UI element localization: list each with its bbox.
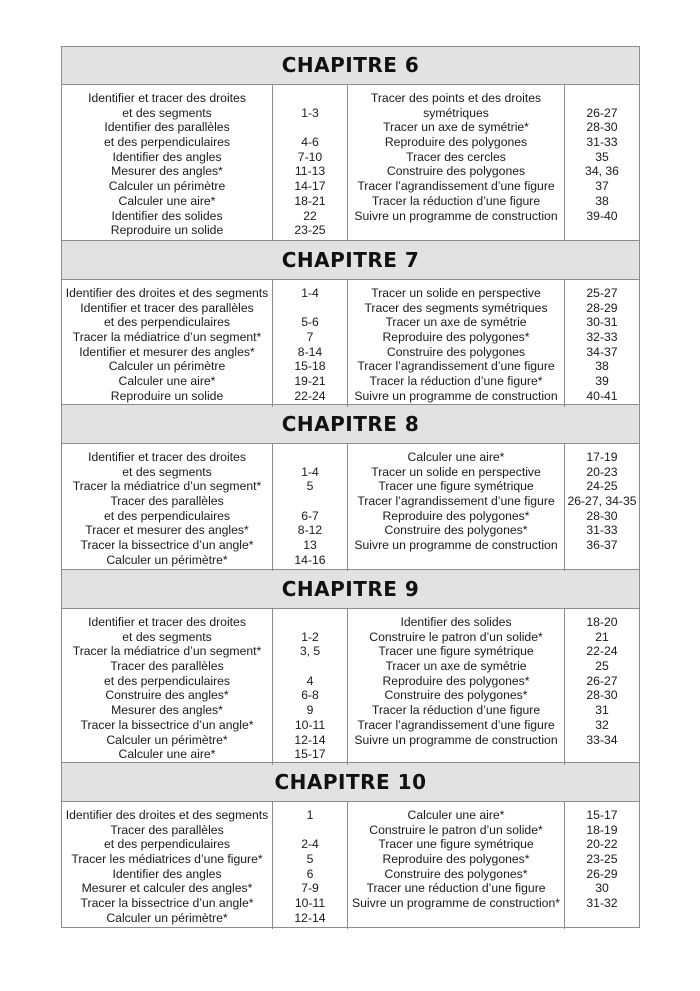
skill-item: Identifier des parallèles (104, 120, 230, 135)
skill-item: et des segments (122, 105, 212, 120)
page-range: 20-22 (586, 837, 618, 852)
page-range: 28-29 (586, 300, 618, 315)
skill-item: Identifier et tracer des droites (88, 615, 246, 629)
skill-item: Reproduire un solide (110, 388, 224, 403)
skill-item: Tracer un solide en perspective (371, 286, 541, 300)
skill-item: Tracer la réduction d’une figure (371, 703, 541, 718)
skill-item: Suivre un programme de construction (354, 388, 558, 403)
page-range: 28-30 (586, 508, 618, 523)
chapter-title: CHAPITRE 7 (62, 240, 639, 280)
skill-item: Construire des polygones* (384, 688, 528, 703)
page-range: 33-34 (586, 732, 618, 747)
skill-item: Tracer l’agrandissement d’une figure (357, 179, 555, 194)
page-range (273, 301, 347, 316)
page-range: 5-6 (301, 315, 319, 330)
page-range: 4 (306, 673, 314, 688)
page-range: 40-41 (586, 388, 618, 403)
skill-item: Reproduire des polygones* (382, 330, 530, 345)
page-range: 2-4 (301, 837, 319, 852)
page-range: 18-21 (294, 193, 326, 208)
page-range: 36-37 (586, 538, 618, 553)
right-skills-column (347, 444, 564, 571)
page-range: 5 (306, 479, 314, 494)
skill-item: Tracer l’agrandissement d’une figure (357, 494, 555, 509)
page-range: 1 (306, 808, 314, 822)
page-range (565, 91, 639, 106)
skill-item: Mesurer et calculer des angles* (81, 881, 253, 896)
skill-item: Identifier et tracer des droites (88, 91, 246, 105)
skill-item: Identifier des angles (112, 866, 222, 881)
skill-item: Tracer des points et des droites (370, 91, 542, 105)
skill-item: Tracer la médiatrice d’un segment* (72, 644, 262, 659)
skill-item: Reproduire des polygones* (382, 852, 530, 867)
page-range: 30 (595, 881, 609, 896)
page-range: 9 (306, 703, 314, 718)
skill-item: Tracer une figure symétrique (378, 479, 534, 494)
skill-item: Tracer les médiatrices d’une figure* (71, 852, 263, 867)
page-range: 26-27 (586, 105, 618, 120)
right-pages-column (564, 609, 639, 765)
page-range: 22-24 (294, 388, 326, 403)
skill-item: Calculer une aire* (118, 747, 216, 762)
page-range: 11-13 (294, 164, 326, 179)
skill-item: et des perpendiculaires (103, 315, 231, 330)
page-range: 31-33 (586, 523, 618, 538)
page-range: 28-30 (586, 688, 618, 703)
page-range: 3, 5 (299, 644, 321, 659)
skill-item: Tracer la bissectrice d’un angle* (80, 896, 254, 911)
page-range: 23-25 (586, 852, 618, 867)
page-range: 7 (306, 330, 314, 345)
page-range: 10-11 (294, 717, 326, 732)
skill-item: Identifier des angles (112, 149, 222, 164)
skill-item: Tracer une figure symétrique (378, 837, 534, 852)
left-skills-column (62, 280, 272, 407)
skill-item: Tracer des segments symétriques (364, 300, 548, 315)
skill-item: Suivre un programme de construction (354, 732, 558, 747)
skill-item: Tracer l’agrandissement d’une figure (357, 359, 555, 374)
page-range: 15-17 (294, 747, 326, 762)
skill-item: Suivre un programme de construction* (352, 896, 560, 911)
skill-item: Tracer des parallèles (110, 822, 224, 837)
skill-item: Reproduire des polygones (384, 135, 528, 150)
right-pages-column (564, 280, 639, 407)
skill-item: Tracer des cercles (406, 149, 506, 164)
page-range: 20-23 (586, 464, 618, 479)
left-skills-column (62, 444, 272, 571)
skill-item: Tracer la médiatrice d’un segment* (72, 330, 262, 345)
skill-item: Tracer la bissectrice d’un angle* (80, 538, 254, 553)
left-skills-column (62, 802, 272, 929)
right-skills-column (347, 609, 564, 765)
page-range: 26-29 (586, 866, 618, 881)
page-range: 8-12 (297, 523, 323, 538)
page-range (273, 615, 347, 630)
right-skills-column (347, 85, 564, 241)
skill-item: Construire des polygones (386, 164, 526, 179)
right-pages-column (564, 444, 639, 571)
chapter-title: CHAPITRE 9 (62, 569, 639, 609)
page-range: 13 (303, 538, 317, 553)
skill-item: et des perpendiculaires (103, 508, 231, 523)
page-range: 39 (595, 374, 609, 389)
skill-item: Identifier des solides (111, 208, 223, 223)
right-skills-column (347, 280, 564, 407)
skill-item: Identifier des solides (400, 615, 512, 629)
left-pages-column (272, 444, 347, 571)
skill-item: Calculer un périmètre (108, 179, 226, 194)
page-range: 6-8 (301, 688, 319, 703)
skill-item: Identifier et tracer des droites (88, 450, 246, 464)
chapter-6 (62, 46, 639, 240)
page-range: 30-31 (586, 315, 618, 330)
page-range: 38 (595, 359, 609, 374)
page-range: 26-27 (586, 673, 618, 688)
left-pages-column (272, 609, 347, 765)
chapter-8 (62, 404, 639, 569)
skill-item: et des segments (122, 629, 212, 644)
page-range: 37 (595, 179, 609, 194)
skill-item: Mesurer des angles* (111, 703, 223, 718)
page-range: 38 (595, 193, 609, 208)
skill-item: Tracer un axe de symétrie (385, 315, 527, 330)
page-range: 32 (595, 717, 609, 732)
skill-item: Suivre un programme de construction (354, 208, 558, 223)
skill-item: Calculer une aire* (407, 808, 505, 822)
chapter-title: CHAPITRE 10 (62, 762, 639, 802)
page-range: 6 (306, 866, 314, 881)
page-range: 31 (595, 703, 609, 718)
page-range: 28-30 (586, 120, 618, 135)
page-range: 39-40 (586, 208, 618, 223)
page-range: 5 (306, 852, 314, 867)
page-range: 34-37 (586, 344, 618, 359)
left-pages-column (272, 85, 347, 241)
skill-item: Tracer l’agrandissement d’une figure (357, 717, 555, 732)
right-pages-column (564, 802, 639, 929)
skill-item: Construire des polygones* (384, 866, 528, 881)
chapter-10 (62, 762, 639, 927)
chapter-9 (62, 569, 639, 762)
skill-item: Tracer une réduction d’une figure (366, 881, 546, 896)
skill-item: Tracer la réduction d’une figure (371, 193, 541, 208)
page-range (273, 659, 347, 674)
page-range: 23-25 (294, 223, 326, 238)
skill-item: Identifier et mesurer des angles* (79, 344, 255, 359)
left-skills-column (62, 609, 272, 765)
page-range: 26-27, 34-35 (567, 494, 637, 509)
skill-item: Tracer une figure symétrique (378, 644, 534, 659)
skill-item: Tracer un axe de symétrie* (383, 120, 529, 135)
page-range: 15-17 (586, 808, 618, 822)
page-range: 8-14 (297, 344, 323, 359)
skill-item: Suivre un programme de construction (354, 538, 558, 553)
page-range: 14-16 (294, 552, 326, 567)
skill-item: Tracer la réduction d’une figure* (369, 374, 543, 389)
skill-item: Tracer la bissectrice d’un angle* (80, 717, 254, 732)
chapters-table (61, 46, 640, 928)
page-range (273, 823, 347, 838)
page-range: 17-19 (586, 450, 618, 464)
page-range: 15-18 (294, 359, 326, 374)
page-range: 12-14 (294, 732, 326, 747)
skill-item: Tracer des parallèles (110, 659, 224, 674)
page-range: 25 (595, 659, 609, 674)
skill-item: Identifier et tracer des parallèles (80, 300, 254, 315)
page-range: 18-19 (586, 822, 618, 837)
page-range: 1-4 (301, 286, 319, 300)
page-range: 34, 36 (585, 164, 619, 179)
page-range: 1-3 (301, 105, 319, 120)
left-pages-column (272, 280, 347, 407)
skill-item: Tracer la médiatrice d’un segment* (72, 479, 262, 494)
skill-item: Reproduire des polygones* (382, 673, 530, 688)
page-range: 4-6 (301, 135, 319, 150)
right-pages-column (564, 85, 639, 241)
skill-item: Identifier des droites et des segments (65, 808, 269, 822)
page-range: 35 (595, 149, 609, 164)
skill-item: Calculer un périmètre* (106, 910, 228, 925)
skill-item: Identifier des droites et des segments (65, 286, 269, 300)
skill-item: et des perpendiculaires (103, 673, 231, 688)
skill-item: Construire des angles* (105, 688, 229, 703)
page-range: 32-33 (586, 330, 618, 345)
page-range: 10-11 (294, 896, 326, 911)
skill-item: symétriques (423, 105, 489, 120)
page-range: 21 (595, 629, 609, 644)
left-skills-column (62, 85, 272, 241)
skill-item: Tracer et mesurer des angles* (85, 523, 249, 538)
skill-item: Calculer une aire* (118, 193, 216, 208)
page-range (273, 494, 347, 509)
page-range: 24-25 (586, 479, 618, 494)
skill-item: Reproduire un solide (110, 223, 224, 238)
page-range: 7-9 (301, 881, 319, 896)
page-range: 1-2 (301, 629, 319, 644)
page-range (273, 450, 347, 465)
page-range: 1-4 (301, 464, 319, 479)
chapter-7 (62, 240, 639, 404)
skill-item: et des perpendiculaires (103, 135, 231, 150)
skill-item: Construire des polygones (386, 344, 526, 359)
page-range: 12-14 (294, 910, 326, 925)
skill-item: Tracer un axe de symétrie (385, 659, 527, 674)
chapter-title: CHAPITRE 6 (62, 46, 639, 85)
page-range (273, 91, 347, 106)
page-range: 14-17 (294, 179, 326, 194)
skill-item: Construire le patron d’un solide* (369, 629, 543, 644)
page-range (273, 120, 347, 135)
skill-item: et des segments (122, 464, 212, 479)
skill-item: Mesurer des angles* (111, 164, 223, 179)
page-range: 6-7 (301, 508, 319, 523)
skill-item: Calculer une aire* (118, 374, 216, 389)
skill-item: Construire le patron d’un solide* (369, 822, 543, 837)
skill-item: et des perpendiculaires (103, 837, 231, 852)
page-range: 19-21 (294, 374, 326, 389)
skill-item: Construire des polygones* (384, 523, 528, 538)
skill-item: Calculer une aire* (407, 450, 505, 464)
skill-item: Reproduire des polygones* (382, 508, 530, 523)
skill-item: Calculer un périmètre* (106, 732, 228, 747)
skill-item: Calculer un périmètre* (106, 552, 228, 567)
skill-item: Tracer un solide en perspective (371, 464, 541, 479)
left-pages-column (272, 802, 347, 929)
page-range: 18-20 (586, 615, 618, 629)
right-skills-column (347, 802, 564, 929)
page-range: 22-24 (586, 644, 618, 659)
page-range: 31-32 (586, 896, 618, 911)
page-range: 22 (303, 208, 317, 223)
chapter-title: CHAPITRE 8 (62, 404, 639, 444)
page-range: 25-27 (586, 286, 618, 300)
skill-item: Calculer un périmètre (108, 359, 226, 374)
skill-item: Tracer des parallèles (110, 494, 224, 509)
page-range: 7-10 (297, 149, 323, 164)
page-range: 31-33 (586, 135, 618, 150)
